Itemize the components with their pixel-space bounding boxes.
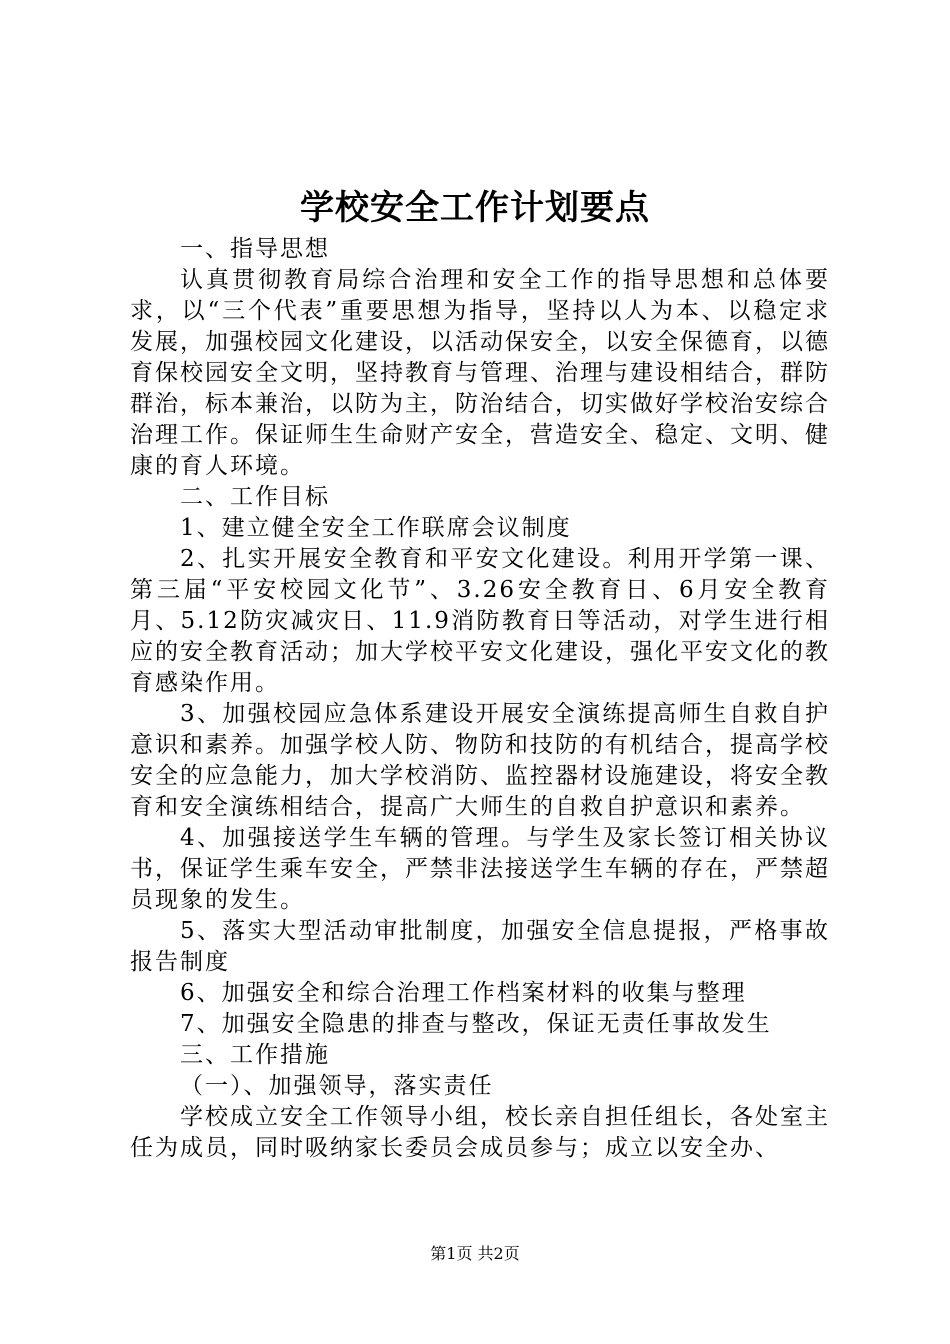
section-heading-work-goals: 二、工作目标 (180, 484, 330, 510)
section-heading-guiding-thought: 一、指导思想 (180, 236, 330, 262)
paragraph-leadership: 学校成立安全工作领导小组，校长亲自担任组长，各处室主任为成员，同时吸纳家长委员会成员参与；成立以安全办、 (130, 1104, 830, 1161)
document-title: 学校安全工作计划要点 (300, 188, 650, 228)
page-footer: 第1页 共2页 (430, 1244, 520, 1263)
section-heading-work-measures: 三、工作措施 (180, 1042, 330, 1068)
goal-item-7: 7、加强安全隐患的排查与整改，保证无责任事故发生 (180, 1011, 772, 1037)
paragraph-guiding-thought: 认真贯彻教育局综合治理和安全工作的指导思想和总体要求，以“三个代表”重要思想为指导，坚持以人为本、以稳定求发展，加强校园文化建设，以活动保安全，以安全保德育，以德育保校园安全文明，坚持教育与管理、治理与建设相结合，群防群治，标本兼治，以防为主，防治结合，切实做好学校治安综合治理工作。保证师生生命财产安全，营造安全、稳定、文明、健康的育人环境。 (130, 267, 830, 479)
goal-item-2: 2、扎实开展安全教育和平安文化建设。利用开学第一课、第三届“平安校园文化节”、3.26安全教育日、6月安全教育月、5.12防灾减灾日、11.9消防教育日等活动，对学生进行相应的安全教育活动；加大学校平安文化建设，强化平安文化的教育感染作用。 (130, 546, 830, 696)
goal-item-1: 1、建立健全安全工作联席会议制度 (180, 515, 572, 541)
goal-item-5: 5、落实大型活动审批制度，加强安全信息提报，严格事故报告制度 (130, 918, 830, 975)
subsection-heading-leadership: （一）、加强领导，落实责任 (180, 1073, 494, 1099)
goal-item-3: 3、加强校园应急体系建设开展安全演练提高师生自救自护意识和素养。加强学校人防、物防和技防的有机结合，提高学校安全的应急能力，加大学校消防、监控器材设施建设，将安全教育和安全演练相结合，提高广大师生的自救自护意识和素养。 (130, 701, 830, 820)
goal-item-6: 6、加强安全和综合治理工作档案材料的收集与整理 (180, 980, 747, 1006)
document-body (130, 234, 830, 1164)
goal-item-4: 4、加强接送学生车辆的管理。与学生及家长签订相关协议书，保证学生乘车安全，严禁非法接送学生车辆的存在，严禁超员现象的发生。 (130, 825, 830, 913)
